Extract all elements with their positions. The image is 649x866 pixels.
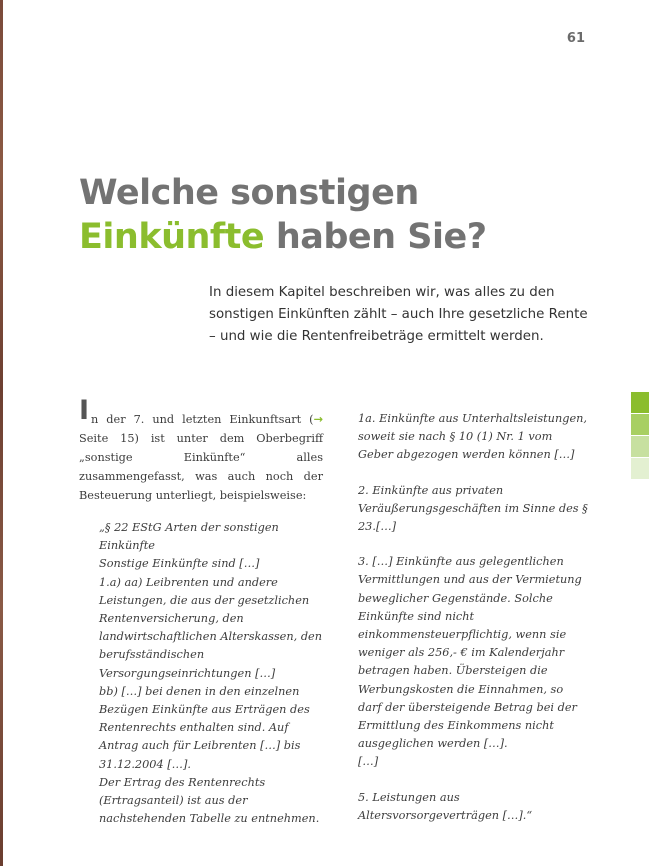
quote-item-5: 5. Leistungen aus Altersvorsorgeverträgen […].“ <box>358 790 533 822</box>
body-text-2: Seite 15) ist unter dem Oberbegriff „sonstige Einkünfte“ alles zusammengefasst, was auch noch der Besteuerung unterliegt, beispielsweise: <box>79 432 323 502</box>
chapter-tab-3 <box>631 436 649 457</box>
quote-item-3: 3. […] Einkünfte aus gelegentlichen Vermittlungen und aus der Vermietung beweglicher Gegenstände. Solche Einkünfte sind nicht einkommensteuerpflichtig, wenn sie weniger als 256,- € im Kalenderjahr betragen haben. Übersteigen die Werbungskosten die Einnahmen, so darf der übersteigende Betrag bei der Ermittlung des Einkommens nicht ausgeglichen werden […]. […] <box>358 555 582 769</box>
body-text-1: n der 7. und letzten Einkunftsart ( <box>91 413 314 426</box>
page-number: 61 <box>566 31 585 46</box>
drop-cap: I <box>79 395 90 426</box>
title-accent-word: Einkünfte <box>79 217 265 257</box>
right-column <box>358 410 588 842</box>
quote-item-1a: 1a. Einkünfte aus Unterhaltsleistungen, soweit sie nach § 10 (1) Nr. 1 vom Geber abgezogen werden können […] <box>358 412 587 462</box>
law-quote: „§ 22 EStG Arten der sonstigen Einkünfte Sonstige Einkünfte sind […] 1.a) aa) Leibrenten und andere Leistungen, die aus der gesetzlichen Rentenversicherung, den landwirtschaftlichen Alterskassen, den berufsständischen Versorgungseinrichtungen […] bb) […] bei denen in den einzelnen Bezügen Einkünfte aus Erträgen des Rentenrechts enthalten sind. Auf Antrag auch für Leibrenten […] bis 31.12.2004 […]. Der Ertrag des Rentenrechts (Ertragsanteil) ist aus der nachstehenden Tabelle zu entnehmen. <box>99 521 323 826</box>
book-spine-edge <box>0 0 3 866</box>
chapter-intro: In diesem Kapitel beschreiben wir, was alles zu den sonstigen Einkünften zählt – auch Ihre gesetzliche Rente – und wie die Rentenfreibeträge ermittelt werden. <box>209 285 588 344</box>
chapter-tab-1 <box>631 392 649 413</box>
chapter-tab-4 <box>631 458 649 479</box>
chapter-tab-markers <box>631 392 649 480</box>
title-line-2-rest: haben Sie? <box>264 217 487 257</box>
chapter-title <box>79 171 487 259</box>
chapter-tab-2 <box>631 414 649 435</box>
body-paragraph <box>79 395 323 505</box>
title-line-1: Welche sonstigen <box>79 173 419 213</box>
arrow-right-icon: → <box>313 413 323 426</box>
quote-item-2: 2. Einkünfte aus privaten Veräußerungsgeschäften im Sinne des § 23.[…] <box>358 483 588 534</box>
left-column <box>79 395 323 828</box>
